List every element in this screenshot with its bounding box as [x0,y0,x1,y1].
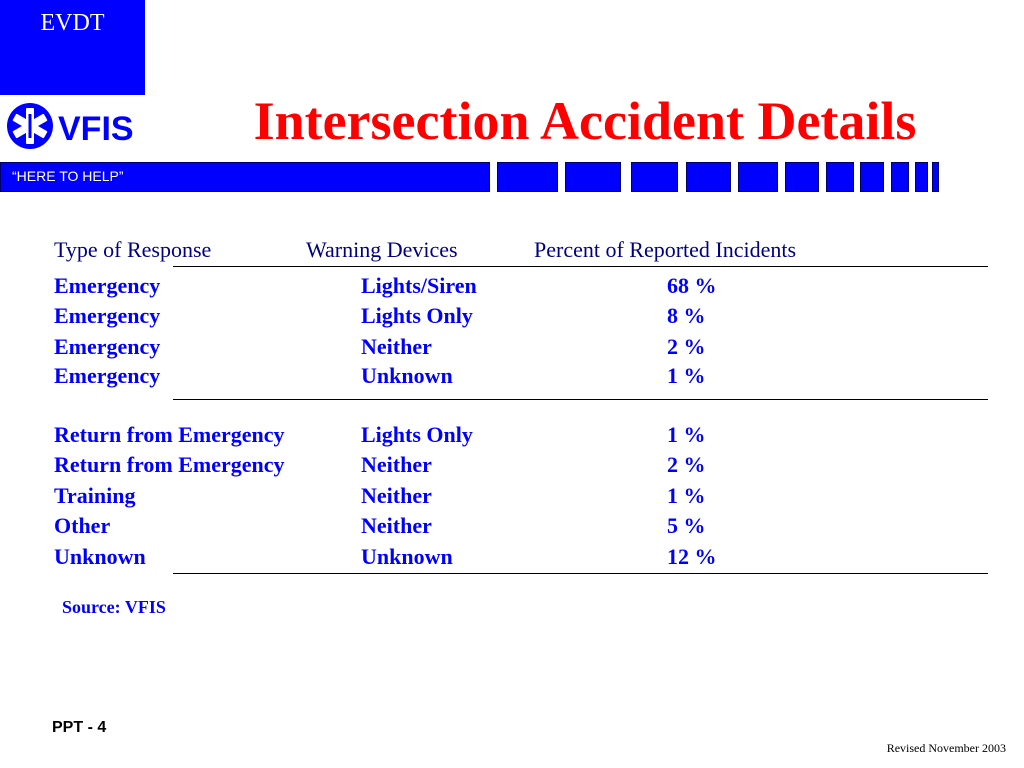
cell-percent: 1 % [667,422,706,447]
cell-devices: Neither [361,513,432,538]
cell-devices: Lights Only [361,422,473,447]
bar-segment [891,162,909,192]
cell-response: Training [54,483,136,508]
vfis-logo [4,100,144,152]
source-note: Source: VFIS [62,597,166,617]
cell-percent: 68 % [667,273,717,298]
cell-percent: 5 % [667,513,706,538]
cell-devices: Neither [361,334,432,359]
bar-segment [860,162,884,192]
table-bottom-rule [173,573,988,574]
cell-response: Return from Emergency [54,452,285,477]
cell-percent: 12 % [667,544,717,569]
bar-segment [497,162,558,192]
bar-segment [738,162,778,192]
cell-response: Unknown [54,544,146,569]
bar-segment [785,162,819,192]
star-of-life-icon [7,103,53,149]
corner-label: EVDT [40,10,105,36]
bar-segment [932,162,939,192]
bar-segment [631,162,678,192]
column-header-percent: Percent of Reported Incidents [534,237,797,262]
slide-number: PPT - 4 [52,719,107,736]
bar-segment [826,162,854,192]
cell-response: Emergency [54,363,161,388]
cell-devices: Unknown [361,544,453,569]
cell-response: Emergency [54,334,161,359]
slide-title: Intersection Accident Details [253,91,917,151]
cell-devices: Neither [361,483,432,508]
header-rule [173,266,988,267]
tagline: “HERE TO HELP” [12,168,124,184]
column-header-devices: Warning Devices [306,237,458,262]
logo-wordmark: VFIS [58,110,134,148]
cell-devices: Lights Only [361,303,473,328]
bar-segment [915,162,928,192]
bar-segment [565,162,621,192]
cell-percent: 2 % [667,334,706,359]
group-divider-rule [173,399,988,400]
bar-segment [686,162,731,192]
cell-devices: Unknown [361,363,453,388]
revision-date: Revised November 2003 [886,741,1006,755]
cell-percent: 2 % [667,452,706,477]
cell-percent: 8 % [667,303,706,328]
cell-percent: 1 % [667,363,706,388]
cell-percent: 1 % [667,483,706,508]
column-header-response: Type of Response [54,237,212,262]
cell-response: Other [54,513,111,538]
cell-devices: Lights/Siren [361,273,477,298]
cell-response: Emergency [54,273,161,298]
cell-response: Emergency [54,303,161,328]
cell-response: Return from Emergency [54,422,285,447]
cell-devices: Neither [361,452,432,477]
